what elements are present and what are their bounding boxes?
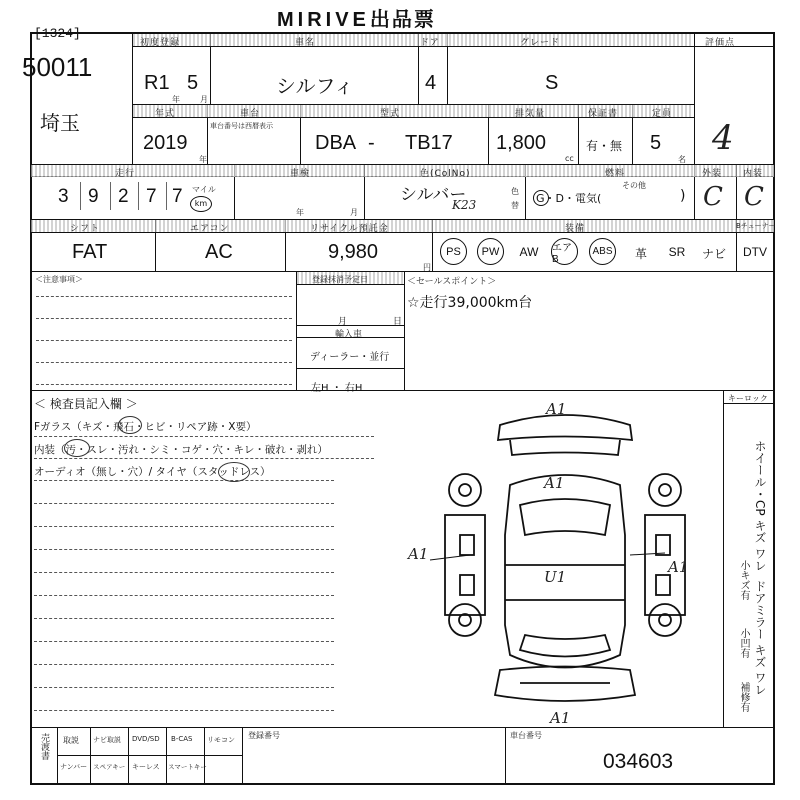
exterior-grade: C: [703, 182, 723, 212]
car-name-label: 車名: [295, 38, 316, 48]
recycle-value: 9,980: [328, 241, 379, 263]
keylock-note: 補修有: [738, 682, 749, 712]
damage-mark: A1: [546, 400, 567, 418]
model-year: 2019: [143, 132, 188, 154]
reg-era: R1: [144, 72, 170, 94]
insp-year-unit: 年: [296, 208, 304, 217]
chassis-number: 034603: [603, 750, 674, 773]
footer-cell: ナビ取説: [93, 736, 121, 744]
equip-dtv: DTV: [743, 245, 767, 259]
dealer-parallel: ディーラー・並行: [310, 352, 390, 363]
first-reg-label: 初度登録: [140, 38, 181, 48]
yen-unit: 円: [423, 263, 431, 272]
chassis-label: 車台: [240, 109, 261, 119]
repair-month-unit: 月: [338, 317, 348, 327]
import-label: 輸入車: [335, 330, 363, 340]
insp-month-unit: 月: [350, 208, 358, 217]
footer-cell: B-CAS: [171, 735, 193, 743]
fuel-close: ): [680, 188, 686, 204]
doors: 4: [425, 72, 437, 94]
aircon-value: AC: [205, 241, 233, 263]
model-code: TB17: [405, 132, 453, 154]
equip-leather: 革: [634, 247, 647, 261]
equip-sr: SR: [668, 245, 686, 259]
grade-label: グレード: [520, 38, 561, 48]
model-label: 型式: [380, 109, 401, 119]
model-dash: -: [368, 132, 375, 154]
keylock-label: キーロック: [728, 394, 768, 403]
car-name: シルフィ: [276, 76, 354, 98]
rating-handwritten: 4: [712, 118, 734, 158]
reg-number-label: 登録番号: [248, 731, 280, 740]
damage-mark: A1: [550, 709, 571, 727]
mark-circle: [64, 439, 90, 457]
cc-unit: cc: [565, 154, 574, 163]
equipment-label: 装備: [565, 224, 586, 234]
recycle-label: リサイクル預託金: [310, 224, 389, 234]
lot-number: 50011: [22, 52, 93, 82]
equip-airbag: エアB: [551, 238, 578, 265]
equip-navi: ナビ: [701, 247, 726, 261]
damage-mark: A1: [668, 558, 689, 576]
repair-day-unit: 日: [393, 317, 403, 327]
displacement: 1,800: [496, 132, 547, 154]
footer-cell: スペアキー: [93, 763, 126, 771]
footer-cell: スマートキー: [168, 763, 207, 771]
damage-mark: U1: [544, 568, 567, 586]
mile-label: マイル: [192, 185, 216, 194]
damage-mark: A1: [544, 474, 565, 492]
color-value: シルバー: [400, 185, 467, 204]
capacity-unit: 名: [678, 155, 686, 164]
model-year-label: 年式: [155, 109, 176, 119]
capacity-label: 定員: [652, 109, 673, 119]
color-side-1: 色: [511, 187, 519, 196]
footer-cell: キーレス: [132, 763, 160, 771]
odometer-digit: 2: [118, 186, 129, 207]
capacity: 5: [650, 132, 662, 154]
interior-grade: C: [744, 182, 764, 212]
color-label: 色(ColNo): [420, 169, 471, 179]
inspector-line-1: Fガラス（キズ・飛石・ヒビ・リペア跡・X要）: [34, 421, 257, 433]
keylock-note: ドアミラー キズ ワレ: [753, 580, 767, 696]
inspector-line-3: オーディオ（無し・穴）/ タイヤ（スタッドレス）: [34, 466, 271, 478]
inspector-title: ＜ 検査員記入欄 ＞: [34, 397, 138, 411]
sheet-title: 出品票: [369, 9, 436, 31]
shift-value: FAT: [72, 241, 108, 263]
odometer-digit: 9: [88, 186, 99, 207]
km-label: km: [194, 199, 208, 208]
fuel-value: G・D・電気(: [536, 192, 602, 205]
handle-side: 左H ・ 右H: [311, 383, 363, 394]
reg-year-unit: 年: [172, 95, 180, 104]
model-prefix: DBA: [315, 132, 357, 154]
mark-circle: [218, 462, 250, 482]
equip-abs: ABS: [589, 238, 616, 265]
repair-label: 登録抹消予定日: [312, 275, 368, 284]
brand-name: MIRIVE: [277, 9, 370, 31]
color-code: K23: [452, 198, 477, 212]
brand-title: [277, 3, 436, 32]
km-circle: [190, 196, 212, 212]
model-year-unit: 年: [199, 155, 207, 164]
interior-label: 内装: [743, 169, 764, 179]
fuel-other: その他: [622, 181, 646, 190]
sales-point: ☆走行39,000km台: [407, 295, 533, 311]
keylock-note: 小凹有: [738, 628, 749, 658]
inspection-value: 有・無: [586, 139, 623, 153]
prefecture: 埼玉: [40, 113, 80, 135]
lot-code: [1324]: [34, 26, 81, 41]
equip-aw: AW: [519, 245, 539, 259]
tuner-label: Bチューナー: [736, 222, 776, 230]
footer-cell: DVD/SD: [132, 735, 160, 743]
footer-cell: 取説: [63, 736, 79, 745]
odometer-digit: 3: [58, 186, 69, 207]
odometer-digit: 7: [146, 186, 157, 207]
reg-month-unit: 月: [200, 95, 208, 104]
shift-label: シフト: [70, 224, 101, 234]
caution-label: ＜注意事項＞: [35, 275, 83, 284]
equip-pw: PW: [477, 238, 504, 265]
displacement-label: 排気量: [515, 109, 546, 119]
mileage-label: 走行: [115, 169, 136, 179]
keylock-note: 小キズ有: [738, 560, 749, 600]
footer-cell: ナンバー: [60, 763, 88, 771]
rating-label: 評価点: [705, 38, 736, 48]
grade: S: [545, 72, 559, 94]
doors-label: ドア: [420, 38, 440, 48]
color-side-2: 替: [511, 201, 519, 210]
chassis-note: 車台番号は西暦表示: [210, 122, 273, 130]
inspection-label: 保証書: [588, 109, 619, 119]
footer-cell: リモコン: [207, 736, 235, 744]
equip-ps: PS: [440, 238, 467, 265]
fuel-label: 燃料: [605, 169, 626, 179]
car-damage-diagram: [420, 395, 710, 725]
chassis-number-label: 車台番号: [510, 731, 542, 740]
sales-point-label: ＜セールスポイント＞: [407, 277, 497, 287]
reg-month: 5: [187, 72, 199, 94]
damage-mark: A1: [408, 545, 429, 563]
mark-circle: [118, 416, 142, 434]
footer-side-label: 売渡書: [39, 733, 49, 760]
keylock-note: ホイール・CP キズ ワレ: [753, 440, 767, 572]
inspection-exp-label: 車検: [290, 169, 311, 179]
odometer-digit: 7: [172, 186, 183, 207]
exterior-label: 外装: [702, 169, 723, 179]
aircon-label: エアコン: [190, 224, 230, 234]
inspector-line-2: 内装（汚・スレ・汚れ・シミ・コゲ・穴・キレ・破れ・剥れ）: [34, 444, 328, 456]
